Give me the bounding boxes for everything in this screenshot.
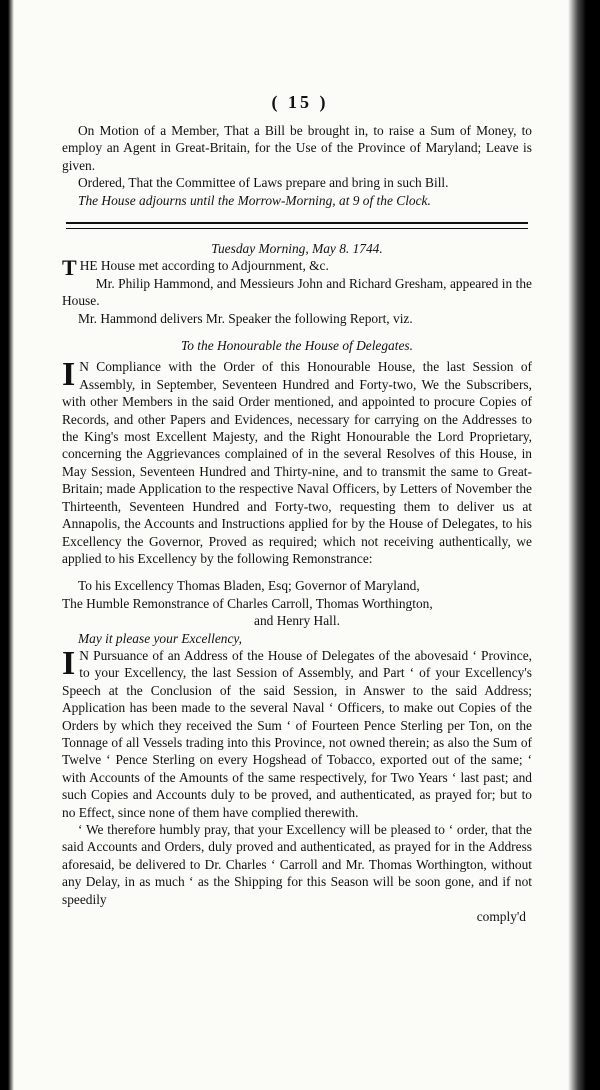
report-intro: Mr. Hammond delivers Mr. Speaker the following Report, viz. bbox=[78, 310, 413, 326]
catchword: comply'd bbox=[476, 909, 526, 925]
report-heading: To the Honourable the House of Delegates. bbox=[181, 338, 413, 354]
report-body bbox=[62, 358, 532, 567]
session-section bbox=[62, 240, 532, 925]
remonstrance-para-1-text: N Pursuance of an Address of the House of Delegates of the abovesaid ‘ Province, to your Excellency, the last Session of Assembly, and Part ‘ of your Excellency's Speech at the Conclusion of the said Session, in Answer to the said Address; Application has been made to the several Naval ‘ Officers, to make out Copies of the Orders by which they received the Sum ‘ of Fourteen Pence Sterling per Ton, on the Tonnage of all Vessels trading into this Province, not owned therein; as also the Sum of Twelve ‘ Pence Sterling on every Hogshead of Tobacco, exported out of the same; ‘ with Accounts of the Amounts of the same respectively, for Two Years ‘ last past; and such Copies and Accounts duly to be proved, and authenticated, as prayed for; but to no Effect, since none of them have complied therewith. bbox=[62, 647, 532, 820]
page-number: ( 15 ) bbox=[271, 92, 329, 112]
session-opening bbox=[62, 255, 532, 281]
header-section bbox=[62, 122, 532, 209]
report-dropcap: I bbox=[62, 356, 76, 394]
page-edge-shadow-right bbox=[568, 0, 600, 1090]
section-rule bbox=[66, 222, 528, 229]
spacer bbox=[62, 327, 532, 337]
adjournment-line: The House adjourns until the Morrow-Morning, at 9 of the Clock. bbox=[78, 192, 431, 208]
remonstrance-para-2: ‘ We therefore humbly pray, that your Excellency will be pleased to ‘ order, that the said Accounts and Orders, duly proved and authenticated, as prayed for in the Address aforesaid, be delivered to Dr. Charles ‘ Carroll and Mr. Thomas Worthington, without any Delay, in as much ‘ as the Shipping for this Season will be soon gone, and if not speedily bbox=[62, 822, 532, 907]
remonstrance-address-2: The Humble Remonstrance of Charles Carroll, Thomas Worthington, bbox=[62, 595, 433, 611]
remonstrance-address-1: To his Excellency Thomas Bladen, Esq; Governor of Maryland, bbox=[78, 578, 420, 594]
motion-paragraph: On Motion of a Member, That a Bill be brought in, to raise a Sum of Money, to employ an Agent in Great-Britain, for the Use of the Province of Maryland; Leave is given. bbox=[62, 123, 532, 173]
page-edge-shadow-left bbox=[0, 0, 14, 1090]
ordered-paragraph: Ordered, That the Committee of Laws prepare and bring in such Bill. bbox=[78, 175, 449, 191]
report-body-text: N Compliance with the Order of this Honourable House, the last Session of Assembly, in September, Seventeen Hundred and Forty-two, We the Subscribers, with other Members in the said Order mentioned, and appointed to procure Copies of Records, and other Papers and Evidences, necessary for carrying on the Addresses to the King's most Excellent Majesty, and the Right Honourable the Lord Proprietary, concerning the Aggrievances complained of in the several Resolves of this House, in May Session, Seventeen Hundred and Thirty-nine, and to transmit the same to Great-Britain; made Application to the respective Naval Officers, by Letters of November the Thirteenth, Seventeen Hundred and Forty-two, requesting them to deliver us at Annapolis, the Accounts and Instructions applied for by the House of Delegates, to his Excellency the Governor, Proved as required; which not receiving authentically, we applied to his Excellency by the following Remonstrance: bbox=[62, 359, 532, 566]
session-date: Tuesday Morning, May 8. 1744. bbox=[211, 241, 383, 256]
session-met-text: HE House met according to Adjournment, &c. bbox=[79, 258, 329, 274]
session-dropcap: T bbox=[62, 255, 77, 281]
remonstrance-para-1 bbox=[62, 644, 532, 821]
spacer bbox=[62, 567, 532, 577]
remonstrance-dropcap: I bbox=[62, 644, 76, 682]
salutation: May it please your Excellency, bbox=[78, 630, 242, 646]
remonstrance-address-3: and Henry Hall. bbox=[254, 613, 340, 629]
appeared-paragraph: Mr. Philip Hammond, and Messieurs John and Richard Gresham, appeared in the House. bbox=[62, 275, 532, 309]
